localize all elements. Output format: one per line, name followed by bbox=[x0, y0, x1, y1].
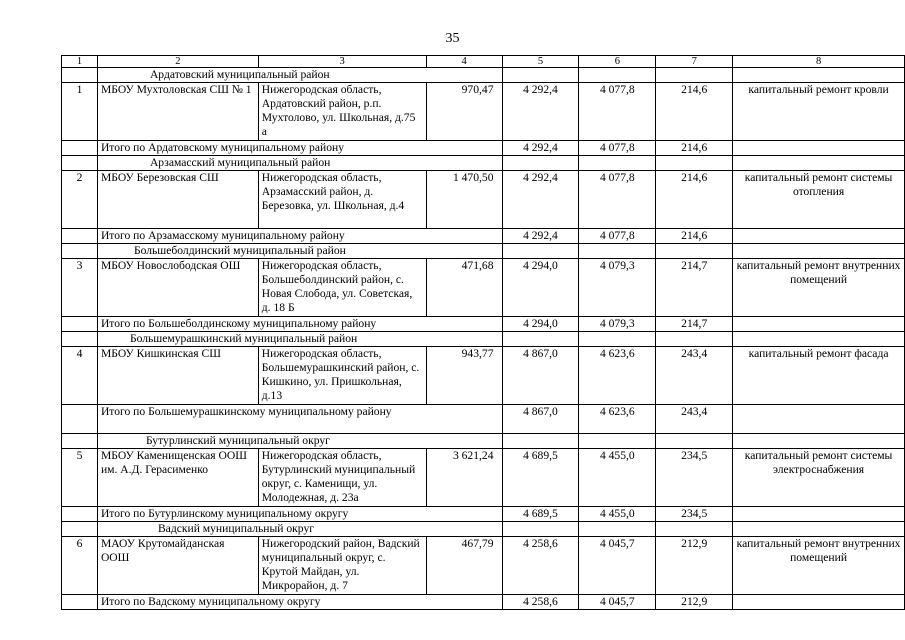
col5-value: 4 292,4 bbox=[502, 171, 579, 229]
total-col7: 212,9 bbox=[656, 595, 733, 610]
school-name: МБОУ Кишкинская СШ bbox=[97, 347, 258, 405]
district-name: Бутурлинский муниципальный округ bbox=[97, 434, 502, 449]
column-header: 7 bbox=[656, 56, 733, 68]
school-address: Нижегородская область, Бутурлинский муниципальный округ, с. Каменищи, ул. Молодежная, д. 23а bbox=[258, 449, 426, 507]
total-col6: 4 045,7 bbox=[579, 595, 656, 610]
col5-value: 4 258,6 bbox=[502, 537, 579, 595]
column-header: 3 bbox=[258, 56, 426, 68]
school-name: МБОУ Новослободская ОШ bbox=[97, 259, 258, 317]
area-value: 471,68 bbox=[426, 259, 502, 317]
column-header: 6 bbox=[579, 56, 656, 68]
total-col6: 4 455,0 bbox=[579, 507, 656, 522]
col7-value: 214,6 bbox=[656, 83, 733, 141]
school-name: МАОУ Крутомайданская ООШ bbox=[97, 537, 258, 595]
district-name: Большеболдинский муниципальный район bbox=[97, 244, 502, 259]
area-value: 467,79 bbox=[426, 537, 502, 595]
total-row bbox=[62, 229, 905, 244]
district-row bbox=[62, 68, 905, 83]
district-name: Ардатовский муниципальный район bbox=[97, 68, 502, 83]
work-type: капитальный ремонт внутренних помещений bbox=[733, 537, 905, 595]
school-row bbox=[62, 449, 905, 507]
district-row bbox=[62, 244, 905, 259]
work-type: капитальный ремонт системы электроснабжения bbox=[733, 449, 905, 507]
col7-value: 212,9 bbox=[656, 537, 733, 595]
column-header: 8 bbox=[733, 56, 905, 68]
page-number: 35 bbox=[445, 31, 460, 46]
col5-value: 4 294,0 bbox=[502, 259, 579, 317]
row-number: 6 bbox=[62, 537, 98, 595]
total-label: Итого по Большеболдинскому муниципальному району bbox=[97, 317, 502, 332]
school-address: Нижегородская область, Большеболдинский район, с. Новая Слобода, ул. Советская, д. 18 Б bbox=[258, 259, 426, 317]
row-number: 4 bbox=[62, 347, 98, 405]
school-name: МБОУ Каменищенская ООШ им. А.Д. Герасименко bbox=[97, 449, 258, 507]
column-header: 2 bbox=[97, 56, 258, 68]
row-number: 1 bbox=[62, 83, 98, 141]
district-row bbox=[62, 434, 905, 449]
col7-value: 243,4 bbox=[656, 347, 733, 405]
work-type: капитальный ремонт фасада bbox=[733, 347, 905, 405]
total-col5: 4 258,6 bbox=[502, 595, 579, 610]
total-col6: 4 623,6 bbox=[579, 405, 656, 434]
work-type: капитальный ремонт системы отопления bbox=[733, 171, 905, 229]
total-col5: 4 292,4 bbox=[502, 229, 579, 244]
total-col7: 214,6 bbox=[656, 141, 733, 156]
col5-value: 4 867,0 bbox=[502, 347, 579, 405]
total-label: Итого по Бутурлинскому муниципальному округу bbox=[97, 507, 502, 522]
school-address: Нижегородская область, Ардатовский район, р.п. Мухтолово, ул. Школьная, д.75 а bbox=[258, 83, 426, 141]
district-row bbox=[62, 522, 905, 537]
district-name: Большемурашкинский муниципальный район bbox=[97, 332, 502, 347]
row-number: 5 bbox=[62, 449, 98, 507]
school-address: Нижегородская область, Арзамасский район, д. Березовка, ул. Школьная, д.4 bbox=[258, 171, 426, 229]
district-row bbox=[62, 156, 905, 171]
row-number: 2 bbox=[62, 171, 98, 229]
total-label: Итого по Большемурашкинскому муниципальному району bbox=[97, 405, 502, 434]
total-col5: 4 689,5 bbox=[502, 507, 579, 522]
total-row bbox=[62, 317, 905, 332]
col5-value: 4 292,4 bbox=[502, 83, 579, 141]
school-row bbox=[62, 171, 905, 229]
school-name: МБОУ Березовская СШ bbox=[97, 171, 258, 229]
district-row bbox=[62, 332, 905, 347]
col6-value: 4 623,6 bbox=[579, 347, 656, 405]
total-col7: 214,7 bbox=[656, 317, 733, 332]
area-value: 1 470,50 bbox=[426, 171, 502, 229]
total-col7: 214,6 bbox=[656, 229, 733, 244]
area-value: 943,77 bbox=[426, 347, 502, 405]
district-name: Арзамасский муниципальный район bbox=[97, 156, 502, 171]
col6-value: 4 077,8 bbox=[579, 171, 656, 229]
school-row bbox=[62, 347, 905, 405]
total-col5: 4 867,0 bbox=[502, 405, 579, 434]
total-col6: 4 079,3 bbox=[579, 317, 656, 332]
col7-value: 214,6 bbox=[656, 171, 733, 229]
work-type: капитальный ремонт кровли bbox=[733, 83, 905, 141]
total-col5: 4 292,4 bbox=[502, 141, 579, 156]
col7-value: 234,5 bbox=[656, 449, 733, 507]
row-number: 3 bbox=[62, 259, 98, 317]
column-header: 5 bbox=[502, 56, 579, 68]
column-number-row bbox=[62, 56, 905, 68]
col6-value: 4 077,8 bbox=[579, 83, 656, 141]
report-table bbox=[61, 55, 905, 610]
total-col7: 234,5 bbox=[656, 507, 733, 522]
col6-value: 4 079,3 bbox=[579, 259, 656, 317]
school-address: Нижегородская область, Большемурашкинский район, с. Кишкино, ул. Пришкольная, д.13 bbox=[258, 347, 426, 405]
total-col7: 243,4 bbox=[656, 405, 733, 434]
total-col5: 4 294,0 bbox=[502, 317, 579, 332]
total-row bbox=[62, 595, 905, 610]
school-row bbox=[62, 83, 905, 141]
col6-value: 4 455,0 bbox=[579, 449, 656, 507]
total-label: Итого по Ардатовскому муниципальному району bbox=[97, 141, 502, 156]
work-type: капитальный ремонт внутренних помещений bbox=[733, 259, 905, 317]
school-address: Нижегородский район, Вадский муниципальный округ, с. Крутой Майдан, ул. Микрорайон, д. 7 bbox=[258, 537, 426, 595]
total-label: Итого по Арзамасскому муниципальному району bbox=[97, 229, 502, 244]
total-col6: 4 077,8 bbox=[579, 141, 656, 156]
district-name: Вадский муниципальный округ bbox=[97, 522, 502, 537]
total-row bbox=[62, 141, 905, 156]
col7-value: 214,7 bbox=[656, 259, 733, 317]
area-value: 3 621,24 bbox=[426, 449, 502, 507]
col6-value: 4 045,7 bbox=[579, 537, 656, 595]
total-row bbox=[62, 405, 905, 434]
school-row bbox=[62, 537, 905, 595]
total-label: Итого по Вадскому муниципальному округу bbox=[97, 595, 502, 610]
total-col6: 4 077,8 bbox=[579, 229, 656, 244]
col5-value: 4 689,5 bbox=[502, 449, 579, 507]
total-row bbox=[62, 507, 905, 522]
column-header: 4 bbox=[426, 56, 502, 68]
column-header: 1 bbox=[62, 56, 98, 68]
school-row bbox=[62, 259, 905, 317]
school-name: МБОУ Мухтоловская СШ № 1 bbox=[97, 83, 258, 141]
area-value: 970,47 bbox=[426, 83, 502, 141]
